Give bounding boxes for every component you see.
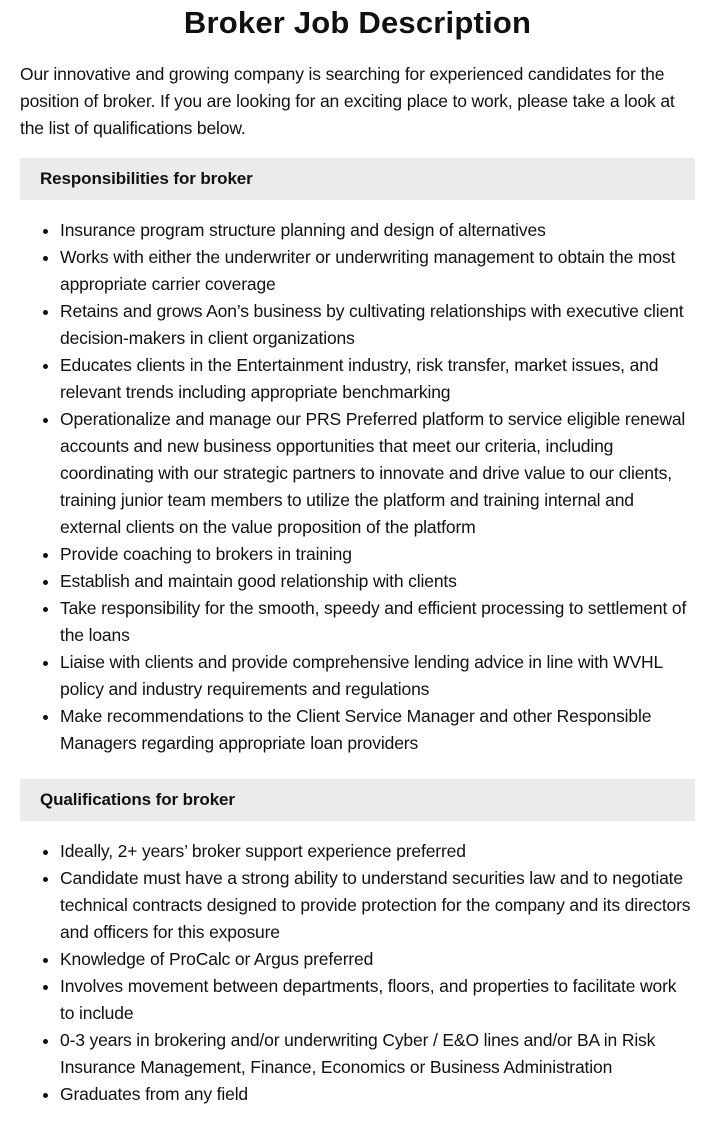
responsibilities-list bbox=[20, 217, 695, 757]
list-item: Educates clients in the Entertainment industry, risk transfer, market issues, and relevant trends including appropriate benchmarking bbox=[60, 352, 695, 406]
qualifications-list bbox=[20, 838, 695, 1108]
list-item: Insurance program structure planning and design of alternatives bbox=[60, 217, 695, 244]
list-item: Take responsibility for the smooth, speedy and efficient processing to settlement of the loans bbox=[60, 595, 695, 649]
list-item: Knowledge of ProCalc or Argus preferred bbox=[60, 946, 695, 973]
intro-paragraph: Our innovative and growing company is searching for experienced candidates for the position of broker. If you are looking for an exciting place to work, please take a look at the list of qualifications below. bbox=[20, 64, 675, 138]
list-item: Liaise with clients and provide comprehensive lending advice in line with WVHL policy and industry requirements and regulations bbox=[60, 649, 695, 703]
list-item: Retains and grows Aon’s business by cultivating relationships with executive client decision-makers in client organizations bbox=[60, 298, 695, 352]
section-spacer bbox=[20, 757, 695, 763]
responsibilities-heading: Responsibilities for broker bbox=[20, 158, 695, 200]
list-item: Graduates from any field bbox=[60, 1081, 695, 1108]
list-item: Candidate must have a strong ability to understand securities law and to negotiate technical contracts designed to provide protection for the company and its directors and officers for this exposure bbox=[60, 865, 695, 946]
list-item: Ideally, 2+ years’ broker support experience preferred bbox=[60, 838, 695, 865]
list-item: Involves movement between departments, floors, and properties to facilitate work to include bbox=[60, 973, 695, 1027]
list-item: Works with either the underwriter or underwriting management to obtain the most appropriate carrier coverage bbox=[60, 244, 695, 298]
list-item: Operationalize and manage our PRS Preferred platform to service eligible renewal accounts and new business opportunities that meet our criteria, including coordinating with our strategic partners to innovate and drive value to our clients, training junior team members to utilize the platform and training internal and external clients on the value proposition of the platform bbox=[60, 406, 695, 541]
qualifications-heading: Qualifications for broker bbox=[20, 779, 695, 821]
list-item: Make recommendations to the Client Service Manager and other Responsible Managers regarding appropriate loan providers bbox=[60, 703, 695, 757]
list-item: 0-3 years in brokering and/or underwriting Cyber / E&O lines and/or BA in Risk Insurance Management, Finance, Economics or Business Administration bbox=[60, 1027, 695, 1081]
list-item: Provide coaching to brokers in training bbox=[60, 541, 695, 568]
page-title: Broker Job Description bbox=[183, 5, 532, 40]
list-item: Establish and maintain good relationship with clients bbox=[60, 568, 695, 595]
